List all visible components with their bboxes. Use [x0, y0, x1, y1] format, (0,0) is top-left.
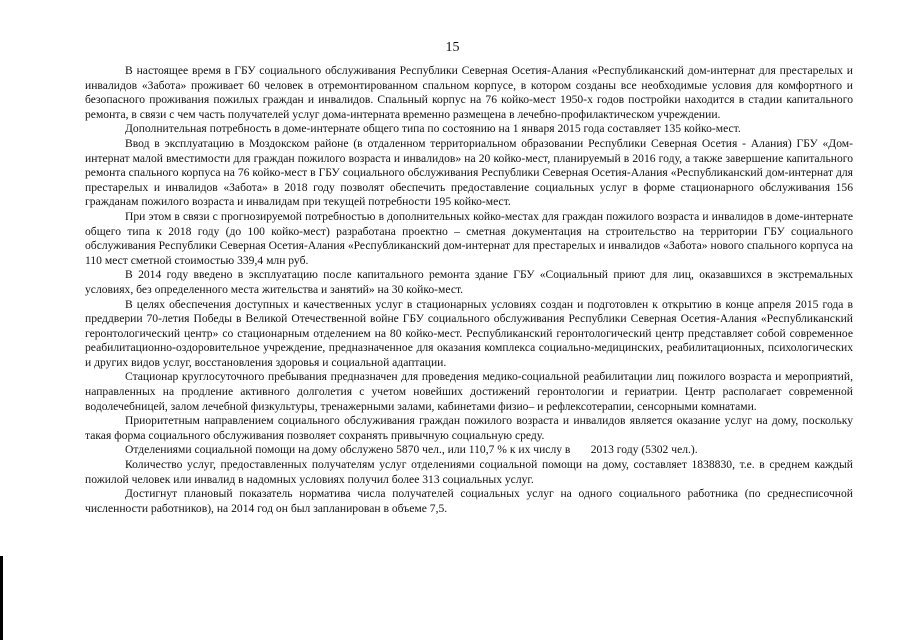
- paragraph: При этом в связи с прогнозируемой потребностью в дополнительных койко-местах для граждан пожилого возраста и инвалидов в доме-интернате общего типа к 2018 году (до 100 койко-мест) разработана проектно – сметная документация на строительство на территории ГБУ социального обслуживания Республики Северная Осетия-Алания «Республиканский дом-интернат для престарелых и инвалидов «Забота» нового спального корпуса на 110 мест сметной стоимостью 339,4 млн руб.: [85, 209, 853, 267]
- paragraph: Отделениями социальной помощи на дому обслужено 5870 чел., или 110,7 % к их числу в 2013 году (5302 чел.).: [125, 443, 698, 457]
- paragraph: Дополнительная потребность в доме-интернате общего типа по состоянию на 1 января 2015 года составляет 135 койко-мест.: [125, 122, 741, 136]
- page-number: 15: [445, 40, 460, 55]
- paragraph: В 2014 году введено в эксплуатацию после капитального ремонта здание ГБУ «Социальный приют для лиц, оказавшихся в экстремальных условиях, без определенного места жительства и занятий» на 30 койко-мест.: [85, 268, 853, 296]
- paragraph: В настоящее время в ГБУ социального обслуживания Республики Северная Осетия-Алания «Республиканский дом-интернат для престарелых и инвалидов «Забота» проживает 60 человек в отремонтированном спальном корпусе, в котором созданы все необходимые условия для комфортного и безопасного проживания пожилых граждан и инвалидов. Спальный корпус на 76 койко-мест 1950-х годов постройки находится в стадии капитального ремонта, в связи с чем часть получателей услуг дома-интерната временно размещена в лечебно-профилактическом учреждении.: [85, 64, 853, 121]
- scan-edge-mark: [0, 556, 3, 640]
- paragraph: Приоритетным направлением социального обслуживания граждан пожилого возраста и инвалидов является оказание услуг на дому, поскольку такая форма социального обслуживания позволяет сохранять привычную социальную среду.: [85, 414, 853, 442]
- paragraph: В целях обеспечения доступных и качественных услуг в стационарных условиях создан и подготовлен к открытию в конце апреля 2015 года в преддверии 70-летия Победы в Великой Отечественной войне ГБУ социального обслуживания Республики Северная Осетия-Алания «Республиканский геронтологический центр» со стационарным отделением на 80 койко-мест. Республиканский геронтологический центр представляет собой современное реабилитационно-оздоровительное учреждение, предназначенное для оказания комплекса социально-медицинских, реабилитационных, психологических и других видов услуг, восстановления здоровья и социальной адаптации.: [85, 297, 853, 369]
- paragraph: Стационар круглосуточного пребывания предназначен для проведения медико-социальной реабилитации лиц пожилого возраста и мероприятий, направленных на продление активного долголетия с учетом новейших достижений геронтологии и гериатрии. Центр располагает современной водолечебницей, залом лечебной физкультуры, тренажерными залами, кабинетами физио– и рефлексотерапии, сенсорными комнатами.: [85, 370, 853, 413]
- paragraph: Ввод в эксплуатацию в Моздокском районе (в отдаленном территориальном образовании Республики Северная Осетия - Алания) ГБУ «Дом- интернат малой вместимости для граждан пожилого возраста и инвалидов» на 20 койко-мест, планируемый в 2016 году, а также завершение капитального ремонта спального корпуса на 76 койко-мест в ГБУ социального обслуживания Республики Северная Осетия-Алания «Республиканский дом-интернат для престарелых и инвалидов «Забота» в 2018 году позволят обеспечить предоставление социальных услуг в форме стационарного обслуживания 156 гражданам пожилого возраста и инвалидам при текущей потребности 195 койко-мест.: [85, 136, 853, 209]
- paragraph: Количество услуг, предоставленных получателям услуг отделениями социальной помощи на дому, составляет 1838830, т.е. в среднем каждый пожилой человек или инвалид в надомных условиях получил более 313 социальных услуг.: [85, 458, 853, 486]
- paragraph: Достигнут плановый показатель норматива числа получателей социальных услуг на одного социального работника (по среднесписочной численности работников), на 2014 год он был запланирован в объеме 7,5.: [85, 487, 853, 515]
- document-body: [85, 64, 853, 516]
